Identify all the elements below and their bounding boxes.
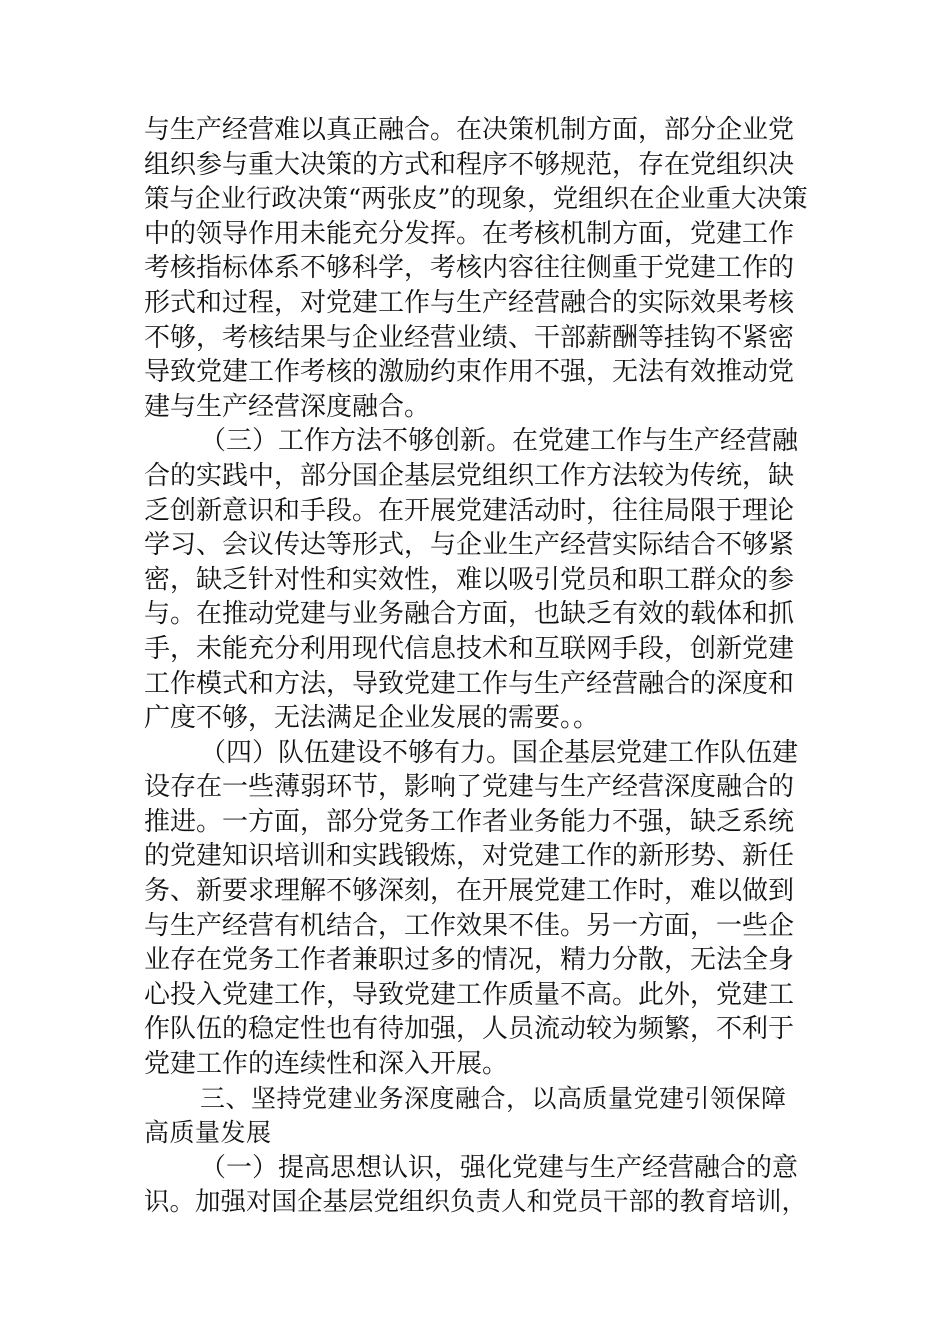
text-line: 党建工作的连续性和深入开展。	[144, 1049, 509, 1080]
text-line: 的党建知识培训和实践锻炼，对党建工作的新形势、新任	[144, 841, 795, 872]
text-line: 中的领导作用未能充分发挥。在考核机制方面，党建工作	[144, 218, 795, 249]
text-line: 工作模式和方法，导致党建工作与生产经营融合的深度和	[144, 668, 795, 699]
text-line: 设存在一些薄弱环节，影响了党建与生产经营深度融合的	[144, 772, 795, 803]
text-line: 形式和过程，对党建工作与生产经营融合的实际效果考核	[144, 287, 795, 318]
text-line: 学习、会议传达等形式，与企业生产经营实际结合不够紧	[144, 530, 795, 561]
text-line: 乏创新意识和手段。在开展党建活动时，往往局限于理论	[144, 495, 795, 526]
text-line: 密，缺乏针对性和实效性，难以吸引党员和职工群众的参	[144, 564, 795, 595]
text-line: 合的实践中，部分国企基层党组织工作方法较为传统，缺	[144, 460, 795, 491]
text-line: 与生产经营有机结合，工作效果不佳。另一方面，一些企	[144, 910, 795, 941]
text-line: 识。加强对国企基层党组织负责人和党员干部的教育培训，	[144, 1187, 808, 1218]
text-line: 心投入党建工作，导致党建工作质量不高。此外，党建工	[144, 979, 795, 1010]
text-line: 与生产经营难以真正融合。在决策机制方面，部分企业党	[144, 115, 795, 145]
text-line: 组织参与重大决策的方式和程序不够规范，存在党组织决	[144, 149, 795, 180]
text-line: 不够，考核结果与企业经营业绩、干部薪酬等挂钩不紧密	[144, 322, 795, 353]
text-line: 推进。一方面，部分党务工作者业务能力不强，缺乏系统	[144, 806, 795, 837]
text-line: 手，未能充分利用现代信息技术和互联网手段，创新党建	[144, 633, 795, 664]
section-heading-line: 高质量发展	[144, 1118, 272, 1148]
text-line: （四）队伍建设不够有力。国企基层党建工作队伍建	[200, 737, 799, 768]
text-line: 考核指标体系不够科学，考核内容往往侧重于党建工作的	[144, 253, 795, 284]
text-line: 务、新要求理解不够深刻，在开展党建工作时，难以做到	[144, 876, 795, 907]
text-line: （一）提高思想认识，强化党建与生产经营融合的意	[200, 1152, 799, 1183]
text-line: 作队伍的稳定性也有待加强，人员流动较为频繁，不利于	[144, 1014, 795, 1045]
text-line: 广度不够，无法满足企业发展的需要。。	[144, 703, 600, 734]
text-line: （三）工作方法不够创新。在党建工作与生产经营融	[200, 426, 799, 457]
section-heading-line: 三、坚持党建业务深度融合，以高质量党建引领保障	[200, 1083, 787, 1113]
text-line: 导致党建工作考核的激励约束作用不强，无法有效推动党	[144, 357, 795, 388]
text-line: 业存在党务工作者兼职过多的情况，精力分散，无法全身	[144, 945, 795, 976]
text-line: 建与生产经营深度融合。	[144, 391, 431, 422]
text-line: 与。在推动党建与业务融合方面，也缺乏有效的载体和抓	[144, 599, 795, 630]
document-body	[144, 113, 812, 1220]
text-line: 策与企业行政决策“两张皮”的现象，党组织在企业重大决策	[144, 184, 808, 215]
